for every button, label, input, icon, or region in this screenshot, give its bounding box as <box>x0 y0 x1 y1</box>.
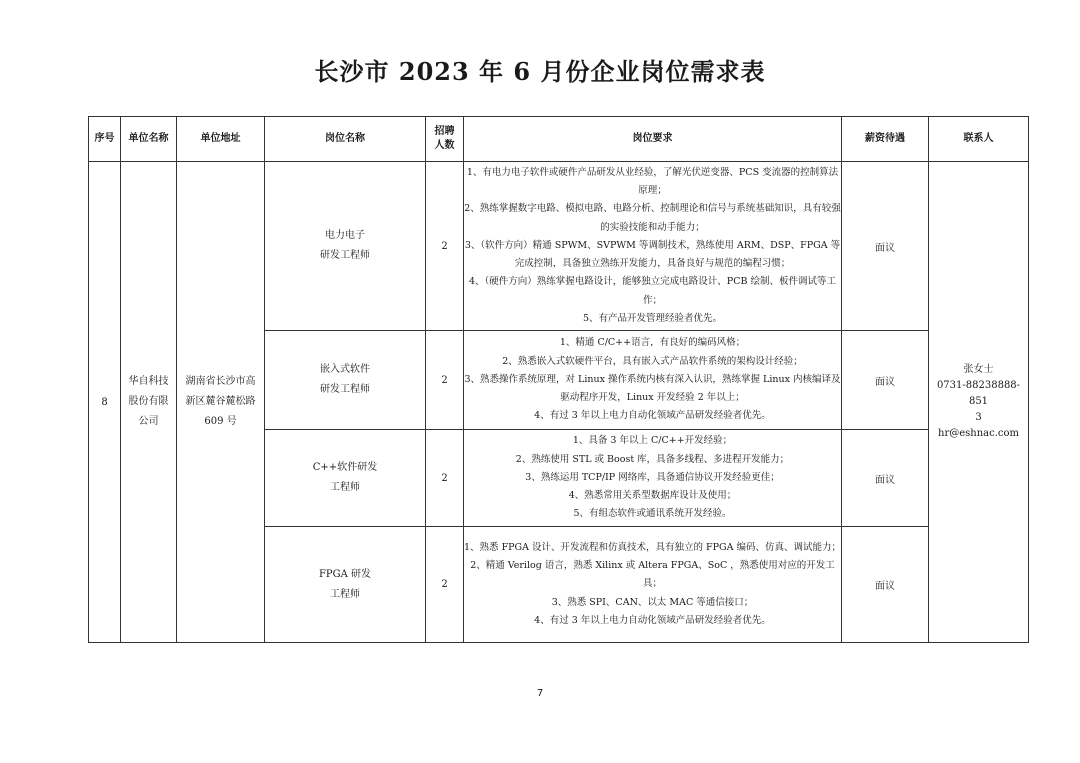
salary-cell: 面议 <box>842 162 929 331</box>
position-cell <box>265 162 426 331</box>
header-count-line1: 招聘 <box>434 126 455 137</box>
requirement-item: 4、有过 3 年以上电力自动化领域产品研发经验者优先。 <box>534 410 771 422</box>
salary-cell: 面议 <box>842 430 929 527</box>
requirement-item: 2、熟练掌握数字电路、模拟电路、电路分析、控制理论和信号与系统基础知识，具有较强的实验技能和动手能力； <box>464 203 841 233</box>
header-count-line2: 人数 <box>434 140 455 151</box>
requirement-item: 1、精通 C/C++语言，有良好的编码风格； <box>559 337 746 349</box>
address-line: 湖南省长沙市高 <box>185 376 256 387</box>
seq-cell: 8 <box>89 162 121 643</box>
requirement-item: 3、熟悉操作系统原理，对 Linux 操作系统内核有深入认识，熟练掌握 Linux 内核编译及驱动程序开发，Linux 开发经验 2 年以上； <box>464 373 841 404</box>
header-address: 单位地址 <box>177 117 265 162</box>
position-cell <box>265 331 426 430</box>
header-contact: 联系人 <box>929 117 1029 162</box>
requirement-item: 5、有组态软件或通讯系统开发经验。 <box>573 508 732 520</box>
position-title-line: 研发工程师 <box>320 384 370 395</box>
position-title-line: 工程师 <box>330 482 360 493</box>
contact-name: 张女士 <box>963 364 994 375</box>
position-title-line: 工程师 <box>330 588 360 600</box>
requirement-item: 4、熟悉常用关系型数据库设计及使用； <box>568 490 737 502</box>
table-row <box>89 162 1029 331</box>
requirement-item: 1、具备 3 年以上 C/C++开发经验； <box>572 435 733 447</box>
count-cell: 2 <box>426 162 464 331</box>
requirements-cell <box>464 430 842 527</box>
requirement-item: 2、熟悉嵌入式软硬件平台，具有嵌入式产品软件系统的架构设计经验； <box>502 355 803 367</box>
requirements-cell <box>464 331 842 430</box>
header-count <box>426 117 464 162</box>
contact-phone: 0731-88238888-851 <box>936 380 1021 407</box>
header-requirements: 岗位要求 <box>464 117 842 162</box>
position-title-line: 研发工程师 <box>320 250 370 261</box>
requirement-item: 2、精通 Verilog 语言，熟悉 Xilinx 或 Altera FPGA、SoC ，熟悉使用对应的开发工具； <box>470 560 835 590</box>
count-cell: 2 <box>426 331 464 430</box>
header-salary: 薪资待遇 <box>842 117 929 162</box>
requirement-item: 4、（硬件方向）熟练掌握电路设计，能够独立完成电路设计、PCB 绘制、板件调试等工作； <box>469 276 836 306</box>
requirements-cell <box>464 527 842 643</box>
contact-cell <box>929 162 1029 643</box>
position-title-line: 电力电子 <box>325 230 365 241</box>
company-name-line: 股份有限 <box>128 396 169 407</box>
company-name-cell <box>121 162 177 643</box>
page-title: 长沙市 2023 年 6 月份企业岗位需求表 <box>314 57 766 86</box>
requirement-item: 1、熟悉 FPGA 设计、开发流程和仿真技术，具有独立的 FPGA 编码、仿真、调试能力； <box>464 541 841 553</box>
count-cell: 2 <box>426 527 464 643</box>
page-number: 7 <box>536 688 544 699</box>
address-line: 新区麓谷麓松路 <box>185 396 256 407</box>
requirements-cell <box>464 162 842 331</box>
header-seq: 序号 <box>89 117 121 162</box>
contact-phone-ext: 3 <box>975 412 982 423</box>
header-company: 单位名称 <box>121 117 177 162</box>
position-title-line: FPGA 研发 <box>318 568 372 580</box>
requirement-item: 3、熟练运用 TCP/IP 网络库，具备通信协议开发经验更佳； <box>525 471 780 483</box>
count-cell: 2 <box>426 430 464 527</box>
requirement-item: 5、有产品开发管理经验者优先。 <box>582 312 723 324</box>
salary-cell: 面议 <box>842 527 929 643</box>
position-cell <box>265 527 426 643</box>
position-cell <box>265 430 426 527</box>
table-header-row <box>89 117 1029 162</box>
requirement-item: 3、（软件方向）精通 SPWM、SVPWM 等调制技术，熟练使用 ARM、DSP、FPGA 等完成控制，具备独立熟练开发能力，具备良好与规范的编程习惯； <box>464 239 841 270</box>
salary-cell: 面议 <box>842 331 929 430</box>
job-demand-table <box>88 116 1029 643</box>
company-name-line: 公司 <box>138 416 159 427</box>
contact-email: hr@eshnac.com <box>938 428 1019 439</box>
requirement-item: 1、有电力电子软件或硬件产品研发从业经验，了解光伏逆变器、PCS 变流器的控制算法原理； <box>466 167 839 197</box>
address-line: 609 号 <box>204 416 237 427</box>
header-position: 岗位名称 <box>265 117 426 162</box>
company-name-line: 华自科技 <box>128 376 169 387</box>
position-title-line: C++软件研发 <box>312 462 378 473</box>
position-title-line: 嵌入式软件 <box>320 364 370 375</box>
requirement-item: 4、有过 3 年以上电力自动化领域产品研发经验者优先。 <box>534 614 771 626</box>
requirement-item: 3、熟悉 SPI、CAN、以太 MAC 等通信接口； <box>551 596 754 608</box>
company-address-cell <box>177 162 265 643</box>
requirement-item: 2、熟练使用 STL 或 Boost 库，具备多线程、多进程开发能力； <box>515 453 790 465</box>
